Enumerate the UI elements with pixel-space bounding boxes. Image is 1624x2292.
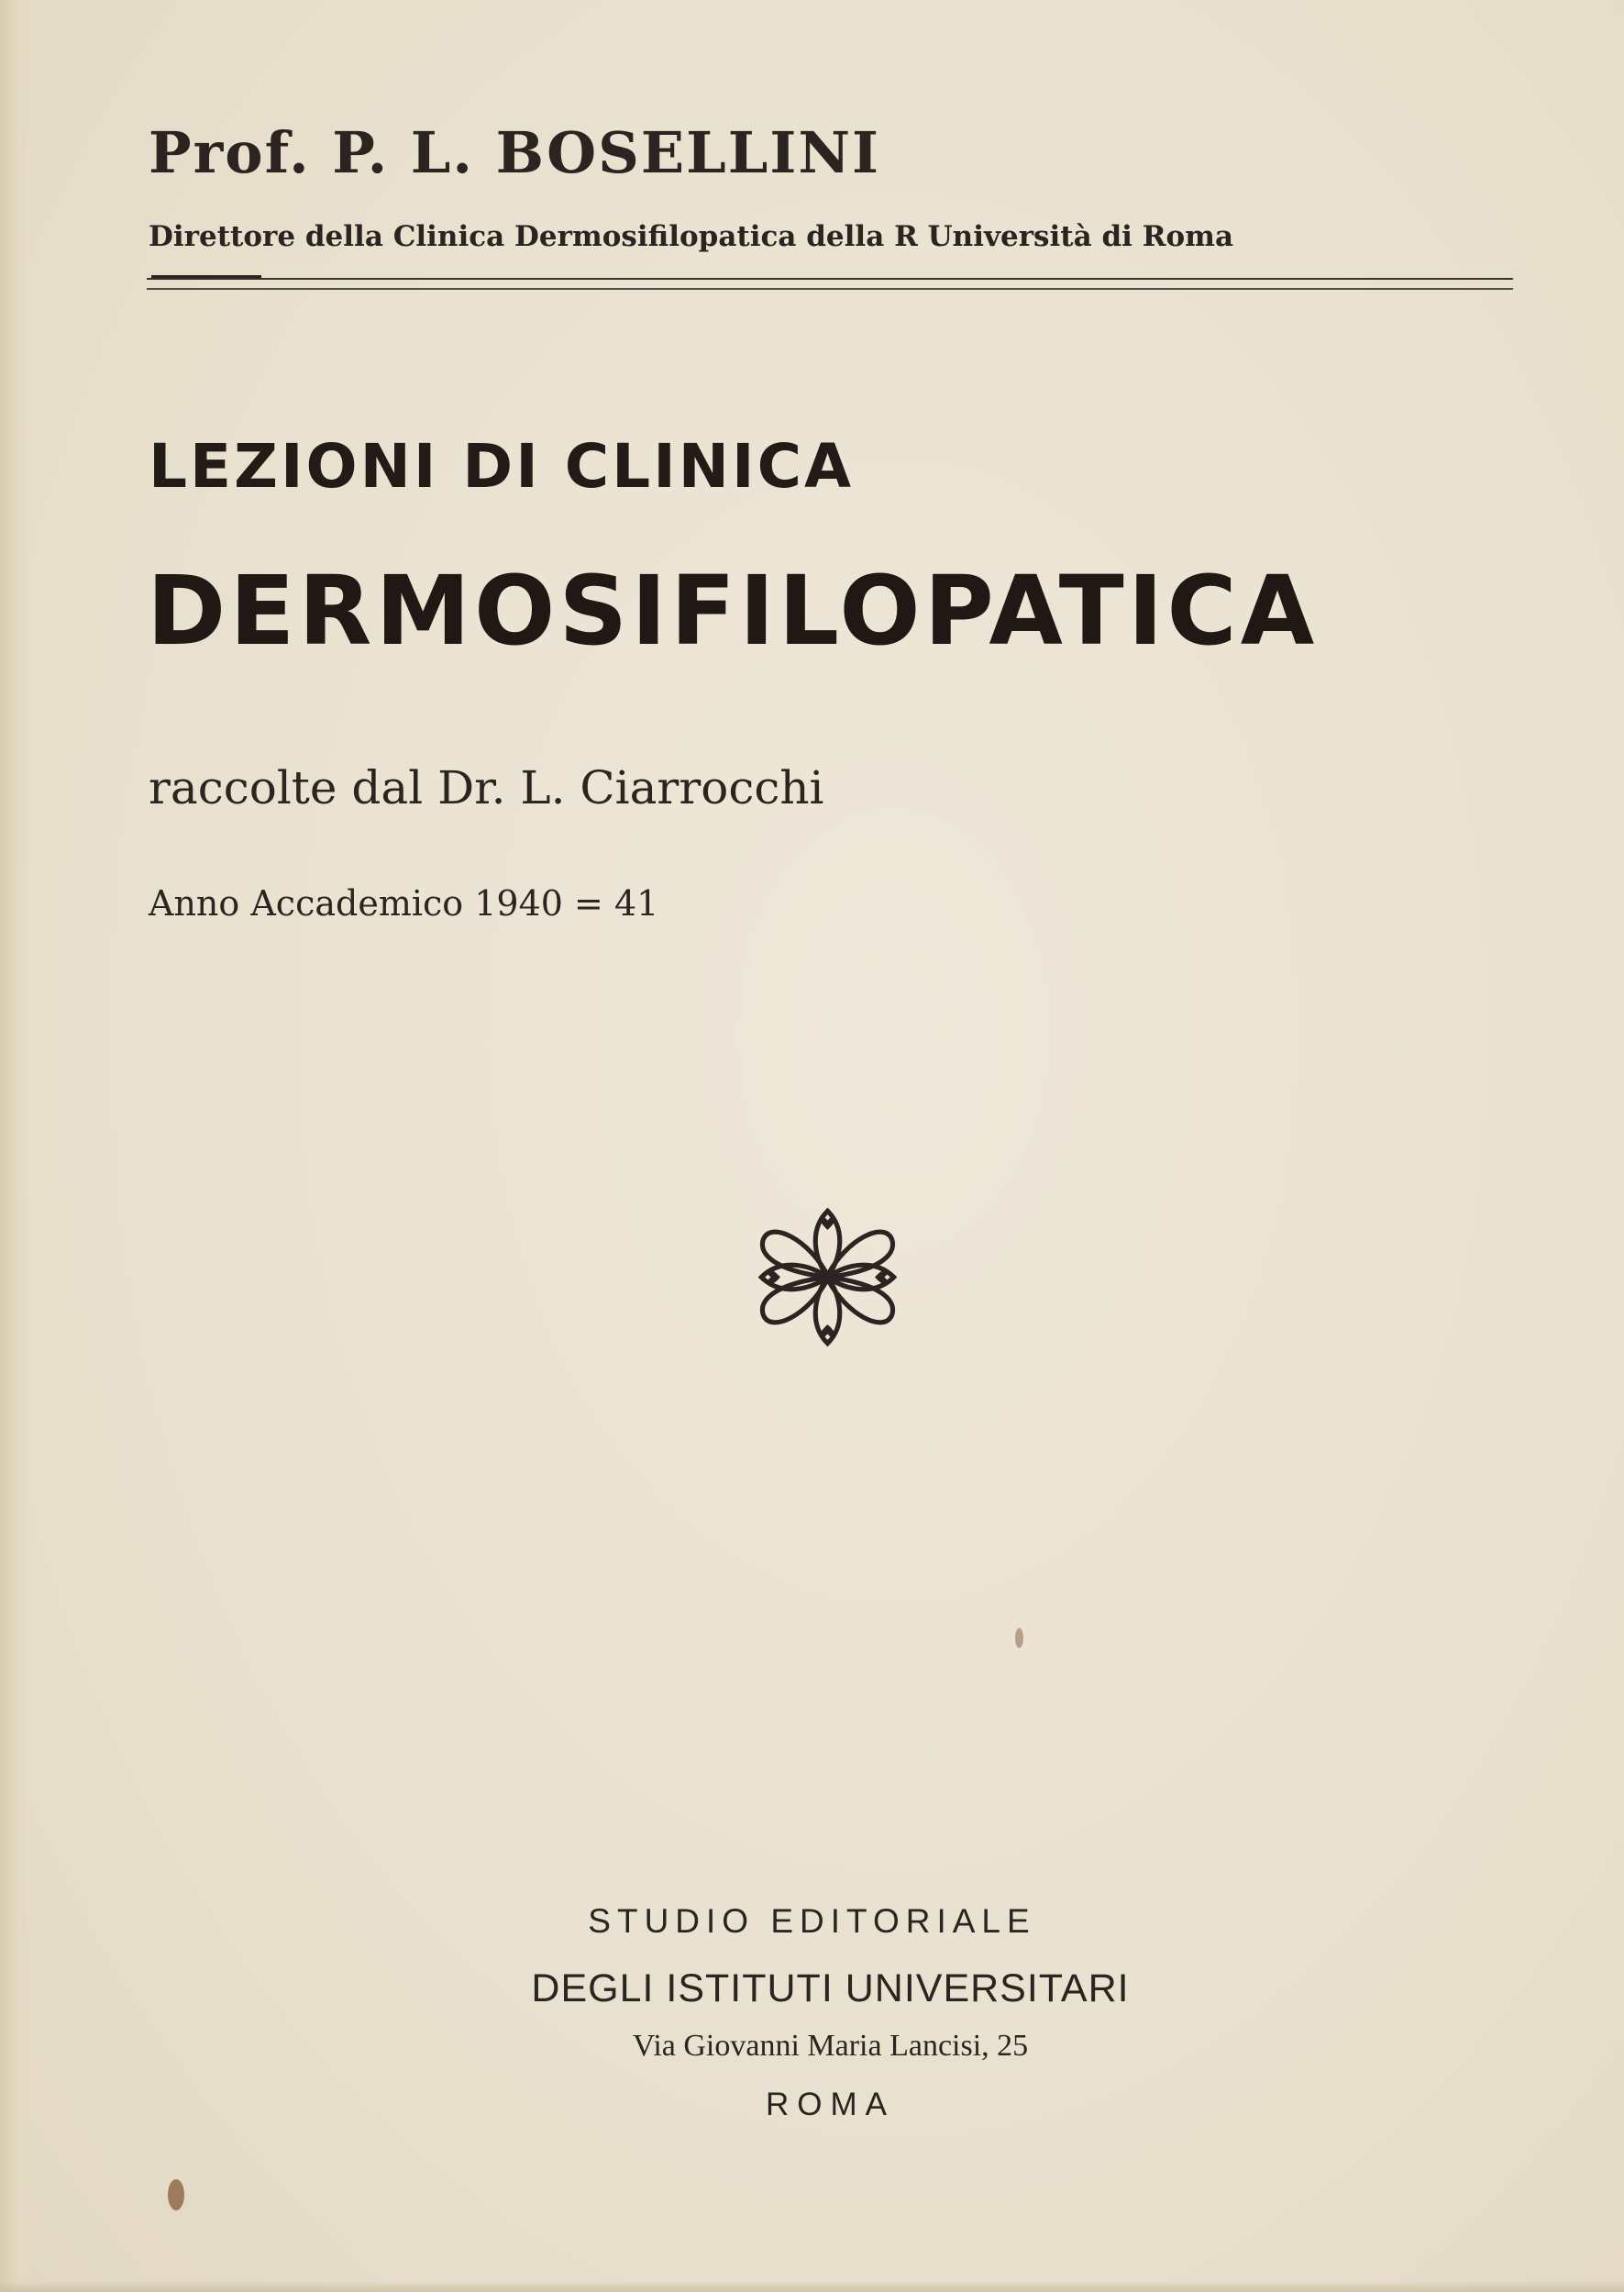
publisher-address: Via Giovanni Maria Lancisi, 25 [632, 2029, 1029, 2063]
author-name: Prof. P. L. BOSELLINI [149, 119, 881, 186]
page-bottom-edge [0, 2281, 1624, 2292]
paper-speck [1015, 1628, 1023, 1648]
main-title: DERMOSIFILOPATICA [147, 555, 1319, 667]
academic-year: Anno Accademico 1940 = 41 [149, 883, 659, 924]
title-line-1: LEZIONI DI CLINICA [149, 431, 855, 502]
author-affiliation: Direttore della Clinica Dermosifilopatica della R Università di Roma [149, 220, 1234, 253]
publisher-line-1: STUDIO EDITORIALE [588, 1902, 1036, 1940]
collected-by: raccolte dal Dr. L. Ciarrocchi [149, 761, 824, 814]
page-left-edge [0, 0, 31, 2292]
paper-speck [168, 2179, 184, 2210]
header-rule-bottom [147, 288, 1513, 290]
header-rule-top [147, 278, 1513, 280]
publisher-city: ROMA [766, 2087, 895, 2122]
publisher-line-2: DEGLI ISTITUTI UNIVERSITARI [531, 1966, 1130, 2010]
quatrefoil-knot-ornament-icon [752, 1201, 903, 1353]
